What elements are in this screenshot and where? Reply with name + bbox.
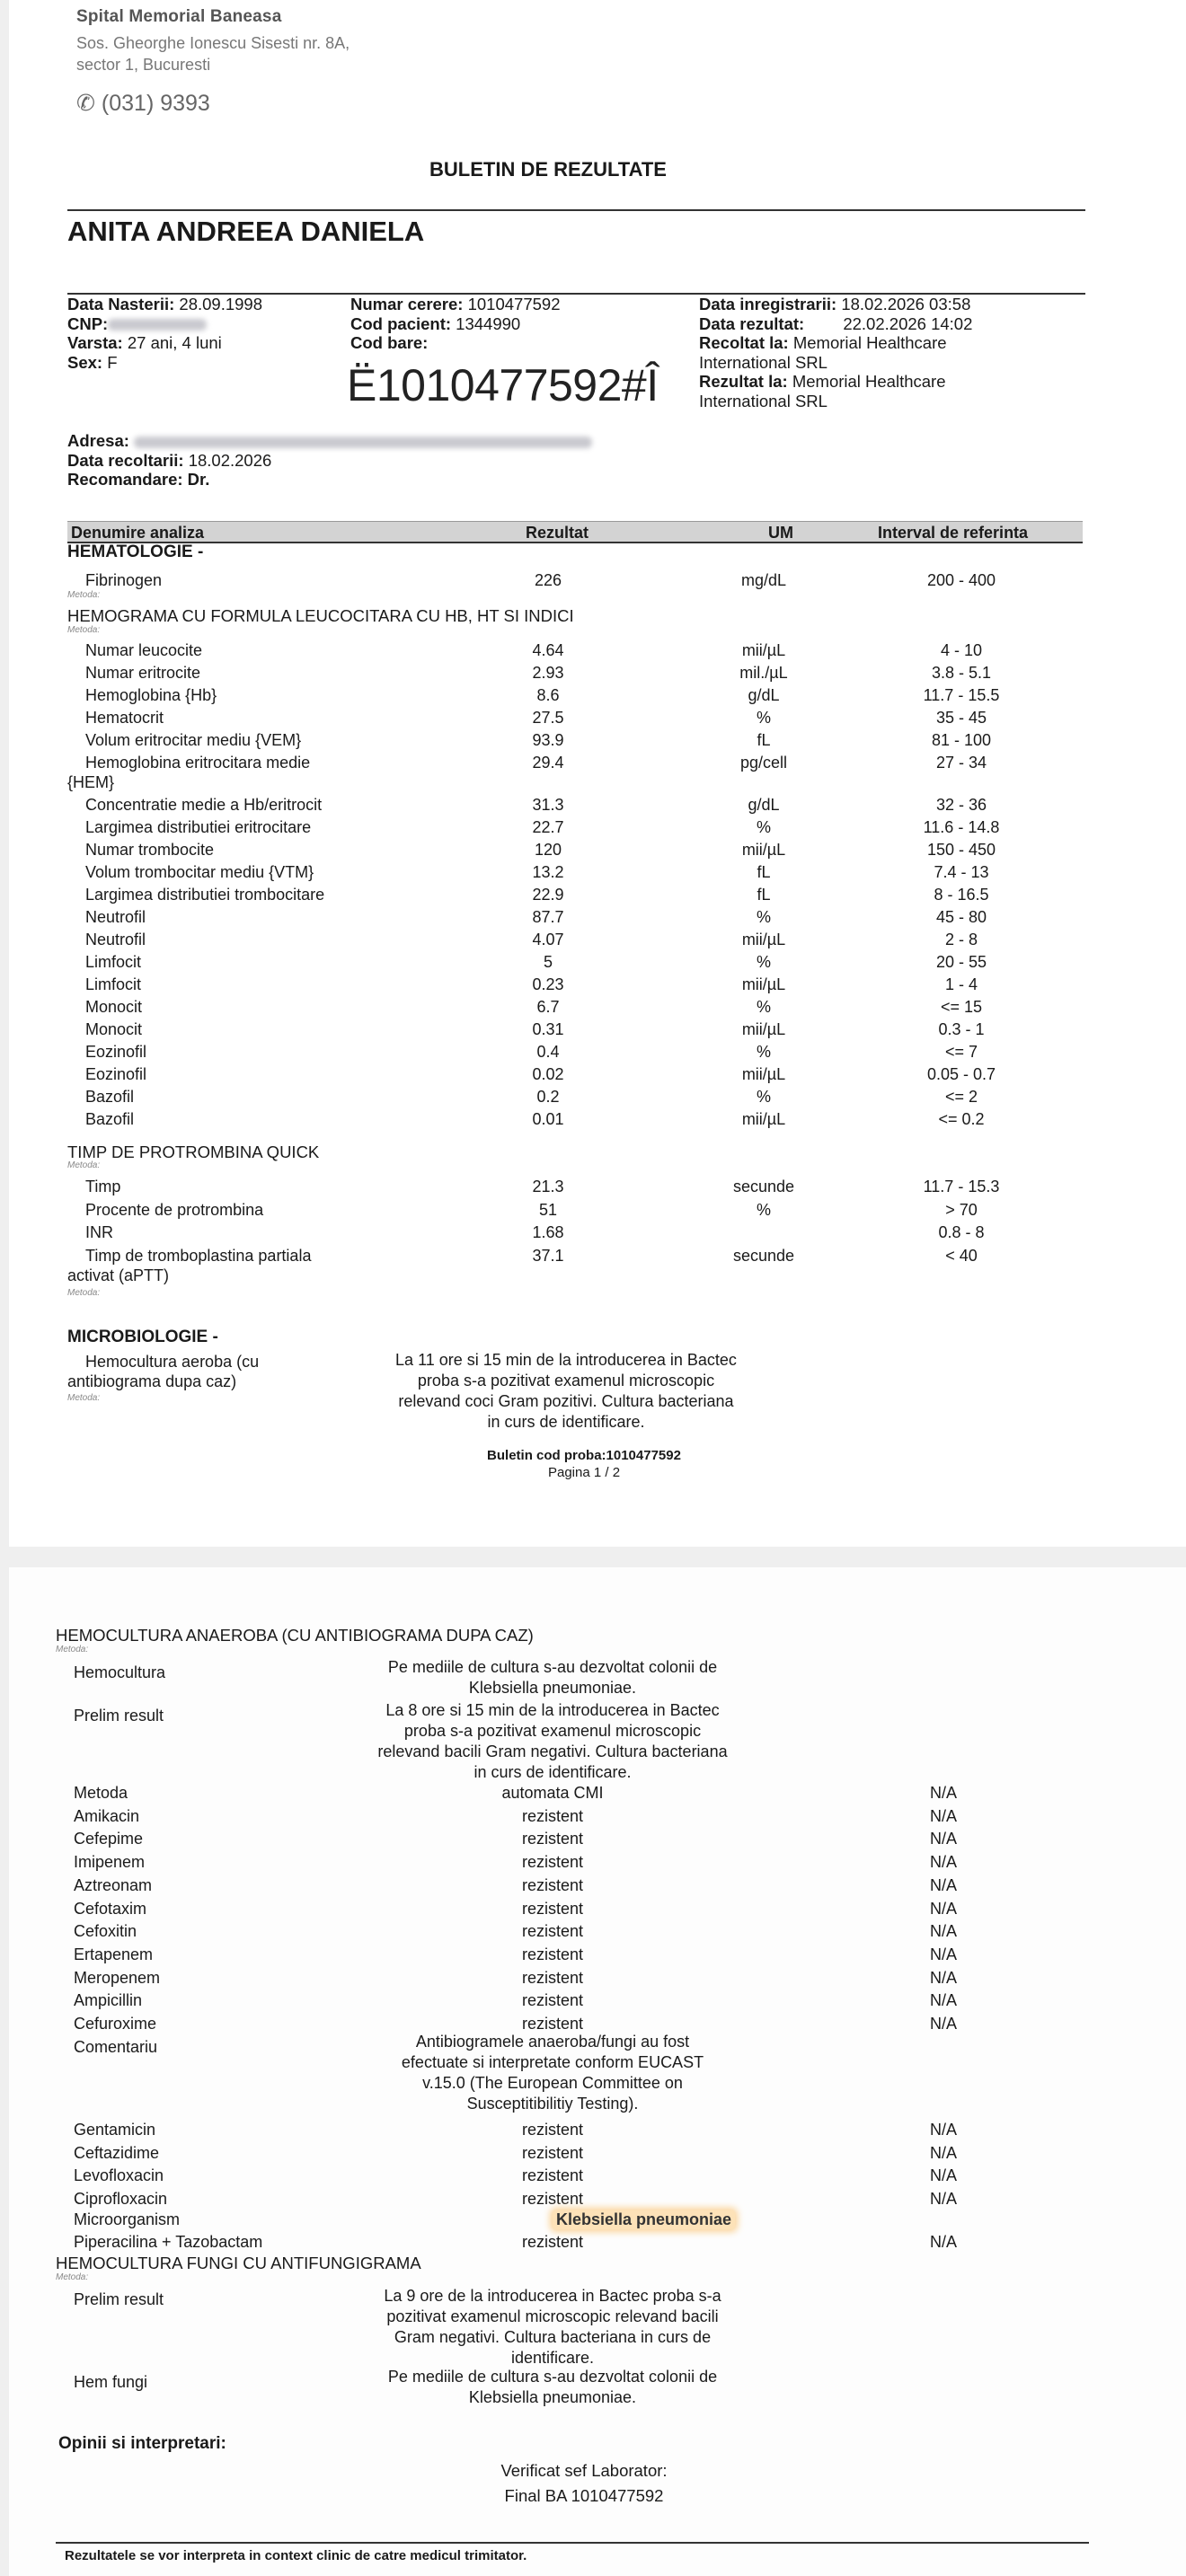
aerob-name-cont: antibiograma dupa caz)	[67, 1372, 237, 1390]
antibiogram-row	[9, 1784, 1186, 1804]
table-row	[9, 886, 1186, 905]
antibiogram-row	[9, 1945, 1186, 1965]
table-row	[9, 1110, 1186, 1130]
antibiogram-row	[9, 2190, 1186, 2210]
cell-value: rezistent	[521, 1968, 584, 1987]
cell-name: Aztreonam	[74, 1875, 153, 1894]
cell-na: N/A	[929, 1830, 957, 1848]
cell-value: 2.93	[532, 664, 564, 682]
header-um: UM	[768, 524, 793, 542]
cell-name: Hemoglobina {Hb}	[85, 686, 217, 704]
cell-na: N/A	[929, 2143, 957, 2162]
table-row-continuation: {HEM}	[67, 773, 115, 791]
cell-um: g/dL	[748, 796, 780, 814]
method-label: Metoda:	[56, 1645, 89, 1654]
cell-name: Metoda	[74, 1784, 128, 1802]
table-row	[9, 664, 1186, 684]
header-reference: Interval de referinta	[878, 524, 1029, 542]
cell-um: %	[756, 953, 771, 971]
cell-value: 27.5	[532, 709, 564, 727]
method-label: Metoda:	[67, 1393, 101, 1403]
table-row	[9, 818, 1186, 838]
cell-value: 87.7	[532, 908, 564, 926]
cell-value: 1.68	[532, 1223, 564, 1241]
sex: F	[107, 352, 118, 372]
cell-value: rezistent	[521, 2143, 584, 2162]
barcode: Ë1010477592#Î	[347, 360, 659, 410]
cell-value: 0.31	[532, 1020, 564, 1038]
cell-ref: < 40	[945, 1246, 978, 1265]
cell-name: Neutrofil	[85, 908, 146, 926]
cell-name: Concentratie medie a Hb/eritrocit	[85, 796, 323, 814]
cell-value: automata CMI	[501, 1784, 604, 1802]
cell-name: Limfocit	[85, 975, 142, 993]
cell-value: 37.1	[532, 1246, 564, 1265]
cell-value: 31.3	[532, 796, 564, 814]
cell-value: 93.9	[532, 731, 564, 749]
cell-name: Largimea distributiei eritrocitare	[85, 818, 312, 836]
cell-name: Amikacin	[74, 1806, 140, 1825]
cell-um: %	[756, 998, 771, 1016]
cell-value: 13.2	[532, 863, 564, 881]
cell-value: 0.02	[532, 1065, 564, 1083]
cell-name: Timp	[85, 1178, 121, 1195]
antibiogram-row	[9, 1991, 1186, 2011]
cell-value: 8.6	[536, 686, 560, 704]
page-number: Pagina 1 / 2	[547, 1465, 621, 1480]
method-label: Metoda:	[67, 1288, 101, 1298]
cell-um: mii/µL	[741, 641, 786, 659]
cell-name: Levofloxacin	[74, 2166, 164, 2184]
birth-date: 28.09.1998	[179, 295, 262, 313]
table-row	[9, 953, 1186, 973]
cell-um: %	[756, 1088, 771, 1106]
cell-na: N/A	[929, 2015, 957, 2033]
group-protrombina: TIMP DE PROTROMBINA QUICK	[67, 1142, 320, 1161]
hospital-address-line2: sector 1, Bucuresti	[76, 56, 211, 74]
table-row	[9, 841, 1186, 860]
cell-na: N/A	[929, 2189, 957, 2208]
address-redacted	[134, 437, 592, 448]
cell-um: mii/µL	[741, 975, 786, 993]
cell-value: 22.7	[532, 818, 564, 836]
cell-na: N/A	[929, 1991, 957, 2010]
antibiogram-row	[9, 1807, 1186, 1827]
patient-info-bottom: Adresa: Data recoltarii: 18.02.2026 Recomandare: Dr.	[67, 431, 592, 490]
antibiogram-row	[9, 2121, 1186, 2140]
cell-value: rezistent	[521, 1853, 584, 1872]
table-row	[9, 754, 1186, 773]
age: 27 ani, 4 luni	[127, 333, 222, 352]
patient-info-right: Data inregistrarii: 18.02.2026 03:58 Data rezultat: 22.02.2026 14:02 Recoltat la: Memorial Healthcare International SRL Rezultat la: Memorial Healthcare International SRL	[699, 295, 973, 410]
antibiogram-row	[9, 1969, 1186, 1989]
method-label: Metoda:	[67, 590, 101, 600]
cell-um: %	[756, 818, 771, 836]
header-name: Denumire analiza	[71, 524, 205, 542]
table-row	[9, 641, 1186, 661]
hospital-address-line1: Sos. Gheorghe Ionescu Sisesti nr. 8A,	[76, 34, 350, 52]
phone-icon: ✆	[76, 91, 95, 116]
patient-name: ANITA ANDREEA DANIELA	[67, 216, 425, 247]
table-row	[9, 709, 1186, 728]
cell-name: Bazofil	[85, 1088, 135, 1106]
cell-value: rezistent	[521, 1945, 584, 1963]
cell-ref: 35 - 45	[935, 709, 987, 727]
cell-ref: > 70	[945, 1200, 978, 1219]
cell-na: N/A	[929, 1922, 957, 1941]
results-table-header	[67, 521, 1083, 543]
final-code: Final BA 1010477592	[504, 2486, 664, 2505]
report-page-1	[9, 0, 1186, 1547]
cell-ref: 0.05 - 0.7	[926, 1065, 996, 1083]
hemocultura-result: Pe mediile de cultura s-au dezvoltat colonii de Klebsiella pneumoniae.	[387, 1658, 718, 1697]
registration-date: 18.02.2026 03:58	[841, 295, 971, 313]
cell-value: 120	[534, 841, 562, 859]
cell-name: Neutrofil	[85, 931, 146, 948]
cell-value: rezistent	[521, 2189, 584, 2208]
table-row	[9, 1043, 1186, 1063]
hem-fungi-result: Pe mediile de cultura s-au dezvoltat colonii de Klebsiella pneumoniae.	[387, 2368, 718, 2406]
cell-name: Hematocrit	[85, 709, 164, 727]
fungi-prelim-result: La 9 ore de la introducerea in Bactec proba s-a pozitivat examenul microscopic relevand bacili Gram negativi. Cultura bacteriana in curs de identificare.	[384, 2287, 721, 2367]
patient-code: 1344990	[456, 313, 521, 333]
cell-value: 51	[538, 1200, 558, 1219]
cell-name: Eozinofil	[85, 1065, 147, 1083]
hospital-phone: ✆ (031) 9393	[76, 91, 210, 116]
cell-ref: 2 - 8	[944, 931, 978, 948]
antibiogram-row	[9, 1853, 1186, 1873]
cell-name: Numar leucocite	[85, 641, 203, 659]
bulletin-code: Buletin cod proba:1010477592	[487, 1448, 681, 1463]
cell-value: rezistent	[521, 1922, 584, 1941]
cell-ref: 45 - 80	[935, 908, 987, 926]
antibiogram-row	[9, 1922, 1186, 1942]
cell-ref: <= 15	[940, 998, 983, 1016]
cell-ref: 81 - 100	[931, 731, 992, 749]
cell-um: mii/µL	[741, 841, 786, 859]
cell-ref: 20 - 55	[935, 953, 987, 971]
cell-na: N/A	[929, 1899, 957, 1918]
aerob-name: Hemocultura aeroba (cu	[85, 1353, 260, 1371]
cell-ref: 1 - 4	[944, 975, 978, 993]
cell-value: 4.07	[532, 931, 564, 948]
cell-na: N/A	[929, 1968, 957, 1987]
group-anaerob: HEMOCULTURA ANAEROBA (CU ANTIBIOGRAMA DUPA CAZ)	[56, 1626, 534, 1645]
cell-name: Timp de tromboplastina partiala	[85, 1246, 312, 1265]
cell-value: 22.9	[532, 886, 564, 904]
prelim-result: La 8 ore si 15 min de la introducerea in Bactec proba s-a pozitivat examenul microscopic relevand bacili Gram negativi. Cultura bacteriana in curs de identificare.	[377, 1701, 728, 1781]
antibiogram-row	[9, 1830, 1186, 1849]
cell-um: secunde	[732, 1246, 795, 1265]
table-row	[9, 1065, 1186, 1085]
collection-date: 18.02.2026	[188, 450, 272, 470]
antibiogram-row	[9, 2144, 1186, 2164]
table-row: Fibrinogen 226 mg/dL 200 - 400	[85, 571, 996, 589]
cell-name: Bazofil	[85, 1110, 135, 1128]
cell-name: Procente de protrombina	[85, 1200, 264, 1219]
cell-ref: 0.8 - 8	[938, 1223, 985, 1241]
header-result: Rezultat	[526, 524, 589, 542]
cell-value: rezistent	[521, 2015, 584, 2033]
cell-na: N/A	[929, 1875, 957, 1894]
group-fungi: HEMOCULTURA FUNGI CU ANTIFUNGIGRAMA	[56, 2254, 421, 2272]
cell-um: g/dL	[748, 686, 780, 704]
antibiogram-row	[9, 1876, 1186, 1896]
cell-name: INR	[85, 1223, 113, 1241]
cell-ref: 27 - 34	[935, 754, 987, 772]
cell-ref: 150 - 450	[926, 841, 996, 859]
microorganism-highlight: Klebsiella pneumoniae	[553, 2210, 735, 2229]
table-row	[9, 686, 1186, 706]
cell-value: 0.4	[536, 1043, 560, 1061]
cell-value: 4.64	[532, 641, 564, 659]
cell-na: N/A	[929, 2121, 957, 2139]
cell-um: fL	[757, 863, 771, 881]
table-row	[9, 1178, 1186, 1197]
cell-name: Cefuroxime	[74, 2015, 157, 2033]
method-label: Metoda:	[67, 625, 101, 635]
cell-name: Monocit	[85, 998, 143, 1016]
result-date: 22.02.2026 14:02	[843, 313, 973, 333]
cell-value: 5	[543, 953, 553, 971]
cell-name: Cefoxitin	[74, 1922, 137, 1941]
fungi-prelim-row: Prelim result	[74, 2290, 164, 2308]
cell-value: rezistent	[521, 1830, 584, 1848]
antibiogram-row: Piperacilina + Tazobactam rezistent N/A	[74, 2233, 957, 2251]
opinions-heading: Opinii si interpretari:	[58, 2434, 226, 2453]
report-page-2	[9, 1567, 1186, 2576]
cell-name: Ertapenem	[74, 1945, 154, 1963]
disclaimer: Rezultatele se vor interpreta in context clinic de catre medicul trimitator.	[65, 2548, 527, 2563]
prelim-row: Prelim result	[74, 1707, 164, 1725]
table-row	[9, 1201, 1186, 1221]
table-row	[9, 731, 1186, 751]
table-row	[9, 1247, 1186, 1266]
cell-name: Numar trombocite	[85, 841, 215, 859]
aerob-result: La 11 ore si 15 min de la introducerea in Bactec proba s-a pozitivat examenul microscopic relevand coci Gram pozitivi. Cultura bacteriana in curs de identificare.	[395, 1351, 737, 1431]
patient-info-middle: Numar cerere: 1010477592 Cod pacient: 1344990 Cod bare:	[350, 295, 561, 352]
cell-name: Largimea distributiei trombocitare	[85, 886, 325, 904]
divider	[67, 209, 1085, 211]
cell-name: Hemoglobina eritrocitara medie	[85, 754, 311, 772]
cell-value: 0.23	[532, 975, 564, 993]
method-label: Metoda:	[56, 2272, 89, 2282]
cell-na: N/A	[929, 1784, 957, 1802]
cell-um: secunde	[732, 1178, 795, 1195]
patient-info-left: Data Nasterii: 28.09.1998 CNP: Varsta: 27 ani, 4 luni Sex: F	[67, 295, 262, 372]
table-row	[9, 975, 1186, 995]
cnp-redacted	[108, 319, 207, 331]
cell-ref: 11.6 - 14.8	[923, 818, 1000, 836]
cell-ref: 3.8 - 5.1	[931, 664, 992, 682]
cell-ref: <= 0.2	[938, 1110, 985, 1128]
cell-um: mil./µL	[739, 664, 788, 682]
cell-value: rezistent	[521, 2166, 584, 2184]
document-title: BULETIN DE REZULTATE	[429, 158, 667, 181]
cell-value: 6.7	[536, 998, 560, 1016]
cell-na: N/A	[929, 2166, 957, 2184]
cell-na: N/A	[929, 1806, 957, 1825]
request-number: 1010477592	[467, 295, 561, 313]
comment-row: Comentariu	[74, 2038, 158, 2056]
cell-name: Ampicillin	[74, 1991, 143, 2010]
section-hematologie: HEMATOLOGIE -	[67, 543, 204, 561]
cell-ref: 0.3 - 1	[938, 1020, 985, 1038]
cell-name: Monocit	[85, 1020, 143, 1038]
table-row	[9, 1088, 1186, 1107]
cell-value: rezistent	[521, 1806, 584, 1825]
antibiogram-row	[9, 1900, 1186, 1919]
cell-value: rezistent	[521, 1991, 584, 2010]
hemocultura-row: Hemocultura	[74, 1663, 166, 1681]
hospital-name: Spital Memorial Baneasa	[76, 7, 282, 26]
table-row	[9, 1020, 1186, 1040]
antibiogram-row	[9, 2166, 1186, 2186]
table-row	[9, 1223, 1186, 1243]
cell-ref: <= 2	[944, 1088, 978, 1106]
table-row	[9, 796, 1186, 816]
cell-name: Ceftazidime	[74, 2143, 160, 2162]
cell-ref: <= 7	[944, 1043, 978, 1061]
cell-um: mii/µL	[741, 1020, 786, 1038]
section-microbiologie: MICROBIOLOGIE -	[67, 1328, 218, 1346]
verified-by: Verificat sef Laborator:	[500, 2461, 668, 2480]
table-row-continuation: activat (aPTT)	[67, 1266, 170, 1284]
cell-um: mii/µL	[741, 931, 786, 948]
cell-name: Numar eritrocite	[85, 664, 201, 682]
cell-um: mii/µL	[741, 1065, 786, 1083]
cell-um: fL	[757, 886, 771, 904]
table-row	[9, 908, 1186, 928]
microorganism-row: Microorganism Klebsiella pneumoniae	[9, 2210, 1186, 2230]
cell-value: 29.4	[532, 754, 564, 772]
method-label: Metoda:	[67, 1160, 101, 1170]
cell-um: %	[756, 1200, 771, 1219]
table-row	[9, 998, 1186, 1018]
table-row	[9, 863, 1186, 883]
cell-name: Volum trombocitar mediu {VTM}	[85, 863, 314, 881]
cell-na: N/A	[929, 1853, 957, 1872]
cell-name: Meropenem	[74, 1968, 161, 1987]
cell-name: Volum eritrocitar mediu {VEM}	[85, 731, 302, 749]
cell-value: rezistent	[521, 1875, 584, 1894]
cell-ref: 7.4 - 13	[934, 863, 989, 881]
comment-text: Antibiogramele anaeroba/fungi au fost efectuate si interpretate conform EUCAST v.15.0 (The European Committee on Susceptitibilitiy Testing).	[401, 2033, 704, 2113]
table-row	[9, 931, 1186, 950]
cell-name: Cefepime	[74, 1830, 144, 1848]
cell-um: %	[756, 908, 771, 926]
cell-ref: 11.7 - 15.3	[923, 1178, 1000, 1195]
cell-ref: 11.7 - 15.5	[923, 686, 1000, 704]
cell-ref: 4 - 10	[940, 641, 983, 659]
cell-value: rezistent	[521, 1899, 584, 1918]
cell-name: Cefotaxim	[74, 1899, 147, 1918]
cell-ref: 8 - 16.5	[934, 886, 989, 904]
cell-na: N/A	[929, 1945, 957, 1963]
hem-fungi-row: Hem fungi	[74, 2373, 148, 2391]
cell-name: Limfocit	[85, 953, 142, 971]
divider	[56, 2542, 1089, 2544]
cell-um: fL	[757, 731, 771, 749]
cell-name: Ciprofloxacin	[74, 2189, 168, 2208]
cell-name: Gentamicin	[74, 2121, 156, 2139]
cell-ref: 32 - 36	[935, 796, 987, 814]
group-hemograma: HEMOGRAMA CU FORMULA LEUCOCITARA CU HB, HT SI INDICI	[67, 606, 574, 625]
cell-name: Eozinofil	[85, 1043, 147, 1061]
cell-value: 21.3	[532, 1178, 564, 1195]
cell-um: pg/cell	[739, 754, 788, 772]
recommendation: Recomandare: Dr.	[67, 470, 210, 489]
cell-um: mii/µL	[741, 1110, 786, 1128]
cell-um: %	[756, 709, 771, 727]
cell-value: rezistent	[521, 2121, 584, 2139]
cell-name: Imipenem	[74, 1853, 146, 1872]
cell-um: %	[756, 1043, 771, 1061]
cell-value: 0.01	[532, 1110, 564, 1128]
cell-value: 0.2	[536, 1088, 560, 1106]
